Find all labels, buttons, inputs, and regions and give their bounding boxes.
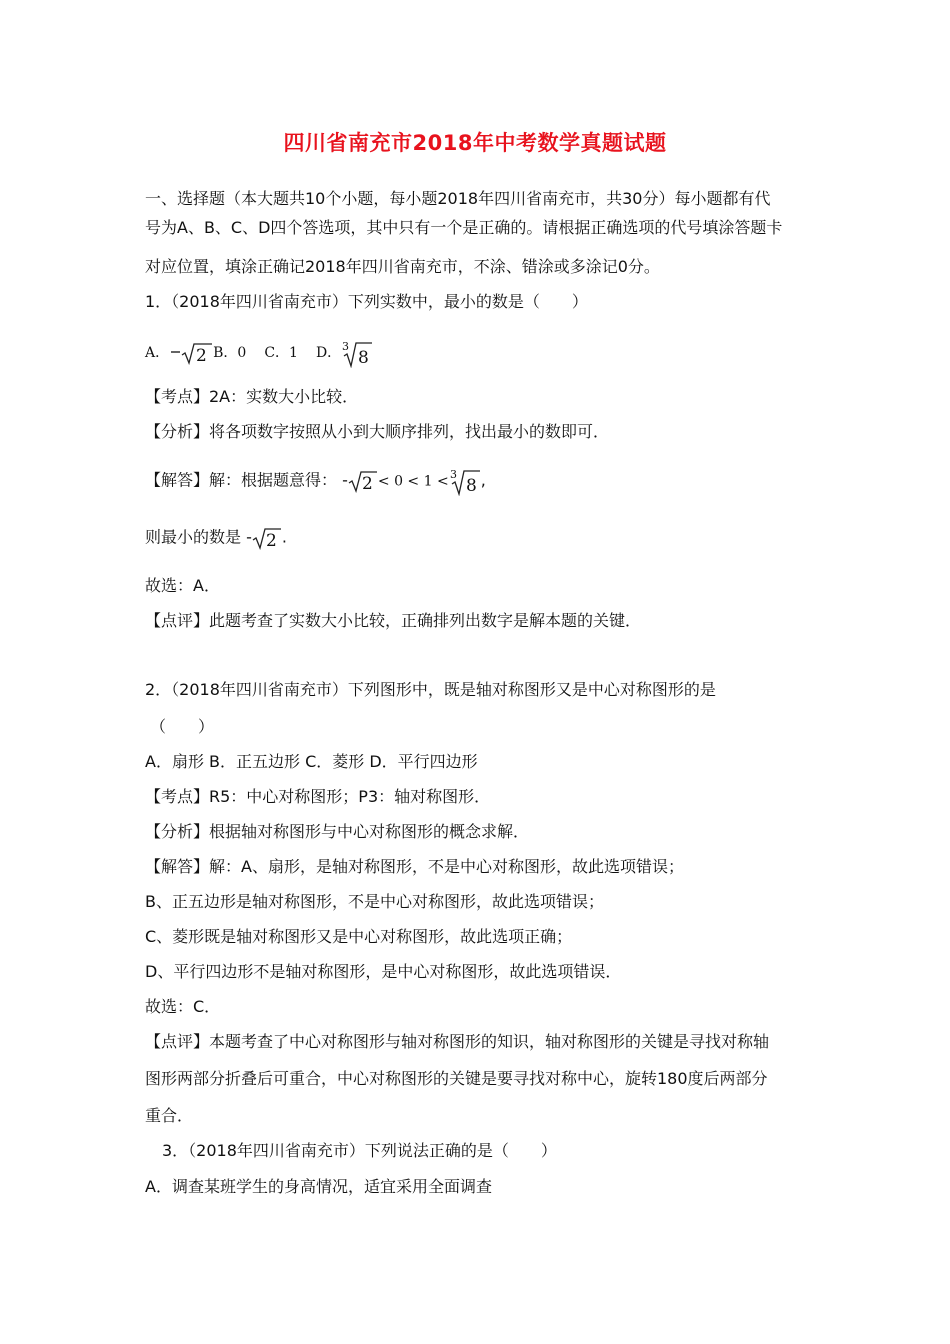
- q1-fenxi: 【分析】将各项数字按照从小到大顺序排列，找出最小的数即可．: [145, 422, 610, 441]
- q1-choice: 故选：A．: [145, 576, 220, 595]
- q1-conclusion-end: .: [281, 527, 287, 547]
- q2-line-b: B、正五边形是轴对称图形，不是中心对称图形，故此选项错误；: [145, 892, 604, 911]
- neg-sqrt2-formula: [169, 341, 213, 365]
- radicand-2: 2: [265, 531, 277, 550]
- cube-root-8-formula: [341, 338, 373, 368]
- intro-line-2: 号为A、B、C、D四个答选项，其中只有一个是正确的。请根据正确选项的代号填涂答题卡: [145, 218, 783, 237]
- page-title: 四川省南充市2018年中考数学真题试题: [283, 131, 667, 155]
- q1-stem: 1．（2018年四川省南充市）下列实数中，最小的数是（ ）: [145, 292, 588, 311]
- q2-choice: 故选：C．: [145, 997, 221, 1016]
- q1-kaodian: 【考点】2A：实数大小比较．: [145, 387, 359, 406]
- q2-stem-2: （ ）: [150, 717, 215, 736]
- radicand-2: 2: [196, 346, 207, 365]
- q1-options: [145, 338, 373, 368]
- q1-dianping: 【点评】此题考查了实数大小比较，正确排列出数字是解本题的关键．: [145, 611, 642, 630]
- root-index-3: 3: [449, 468, 457, 481]
- radicand-2: 2: [361, 474, 373, 493]
- cube-root-8-formula: [449, 466, 481, 496]
- q2-dianping-3: 重合．: [145, 1106, 194, 1125]
- q1-option-c: C．1: [264, 345, 298, 361]
- q1-jieda: [145, 466, 486, 496]
- q1-option-d-label: D．: [315, 345, 342, 361]
- q1-jieda-end: ,: [480, 470, 486, 490]
- q1-conclusion: [145, 526, 287, 550]
- q1-jieda-compare: < 0 < 1 <: [377, 473, 449, 490]
- q1-option-a-label: A．: [145, 345, 170, 361]
- sqrt2-formula: [252, 526, 282, 550]
- q1-option-b: B．0: [213, 345, 247, 361]
- q1-jieda-neg: -: [342, 470, 348, 490]
- q2-options: A．扇形 B．正五边形 C．菱形 D．平行四边形: [145, 752, 478, 771]
- q2-dianping-1: 【点评】本题考查了中心对称图形与轴对称图形的知识，轴对称图形的关键是寻找对称轴: [145, 1032, 770, 1051]
- q1-jieda-prefix: 【解答】解：根据题意得：: [145, 470, 338, 490]
- q2-dianping-2: 图形两部分折叠后可重合，中心对称图形的关键是要寻找对称中心，旋转180度后两部分: [145, 1069, 768, 1088]
- intro-line-1: 一、选择题（本大题共10个小题，每小题2018年四川省南充市，共30分）每小题都有代: [145, 189, 771, 208]
- radicand-8: 8: [465, 476, 477, 496]
- q2-jieda: 【解答】解：A、扇形，是轴对称图形，不是中心对称图形，故此选项错误；: [145, 857, 684, 876]
- radicand-8: 8: [358, 348, 370, 368]
- q3-option-a: A．调查某班学生的身高情况，适宜采用全面调查: [145, 1177, 492, 1196]
- q3-stem: 3．（2018年四川省南充市）下列说法正确的是（ ）: [162, 1141, 557, 1160]
- q2-kaodian: 【考点】R5：中心对称图形；P3：轴对称图形．: [145, 787, 491, 806]
- q2-fenxi: 【分析】根据轴对称图形与中心对称图形的概念求解．: [145, 822, 530, 841]
- q2-stem-1: 2．（2018年四川省南充市）下列图形中，既是轴对称图形又是中心对称图形的是: [145, 680, 716, 699]
- q2-line-c: C、菱形既是轴对称图形又是中心对称图形，故此选项正确；: [145, 927, 573, 946]
- intro-line-3: 对应位置，填涂正确记2018年四川省南充市，不涂、错涂或多涂记0分。: [145, 257, 660, 276]
- q2-line-d: D、平行四边形不是轴对称图形，是中心对称图形，故此选项错误．: [145, 962, 622, 981]
- root-index-3: 3: [342, 340, 350, 353]
- q1-conclusion-prefix: 则最小的数是 -: [145, 527, 252, 547]
- sqrt2-formula: [348, 469, 378, 493]
